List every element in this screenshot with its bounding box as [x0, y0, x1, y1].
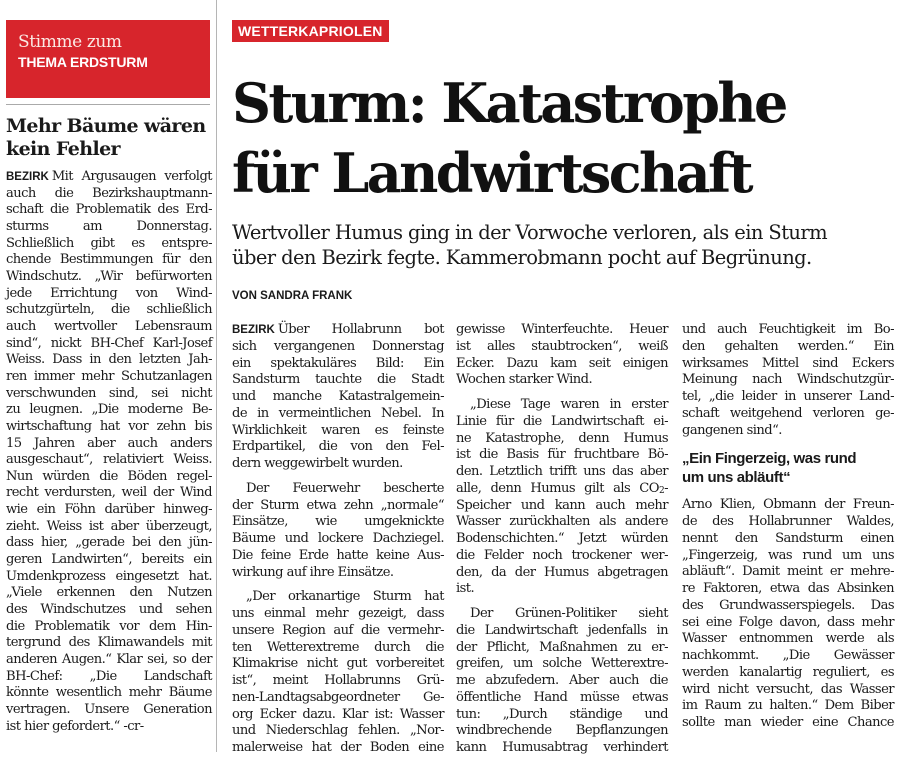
- body-line: gewisse Winterfeuchte. Heuer: [456, 322, 668, 337]
- body-line-co2: [456, 481, 668, 498]
- body-line: ne Katastrophe, denn Humus: [456, 430, 668, 446]
- body-line: vertragen. Unsere Generation: [6, 702, 212, 717]
- body-line: auch die Bezirkshauptmann-: [6, 185, 212, 201]
- body-line: Ecker. Dazu kam seit einigen: [456, 355, 668, 371]
- sidebar-label-box: [6, 20, 210, 98]
- article-column-3: [682, 322, 894, 732]
- deck-line: über den Bezirk fegte. Kammerobmann pocht auf Begrünung.: [232, 246, 812, 269]
- body-line: Wasser entnommen werde als: [682, 631, 894, 647]
- body-line: nen-Landtagsabgeordneter Ge-: [232, 689, 444, 705]
- body-line: den. Letztlich trifft uns das aber: [456, 464, 668, 479]
- article-column-2: [456, 322, 668, 757]
- body-line: die Problematik vor dem Hin-: [6, 618, 212, 634]
- subheading-line: um uns abläuft“: [682, 469, 791, 487]
- body-line: BH-Chef: „Die Landschaft: [6, 668, 212, 684]
- body-line: des Grundwasserspiegels. Das: [682, 597, 894, 613]
- body-line: malerweise hat der Boden eine: [232, 740, 444, 755]
- body-line: werden kanalartig reguliert, es: [682, 664, 894, 680]
- deck-line: Wertvoller Humus ging in der Vorwoche verloren, als ein Sturm: [232, 221, 827, 244]
- body-line: und auch Feuchtigkeit im Bo-: [682, 322, 894, 337]
- paragraph: [456, 606, 668, 757]
- topic-label: WETTERKAPRIOLEN: [232, 20, 389, 42]
- body-line: schutzgürteln, die schließlich: [6, 302, 212, 318]
- sidebar-kicker: BEZIRK: [6, 171, 49, 183]
- paragraph: [232, 481, 444, 582]
- body-line: Windschutz. „Wir befürworten: [6, 268, 212, 284]
- paragraph: [682, 497, 894, 732]
- body-line: ten Wetterextreme durch die: [232, 639, 444, 655]
- paragraph: [232, 589, 444, 757]
- body-line: de des Hollabrunner Waldes,: [682, 514, 894, 529]
- body-line: ist.: [456, 581, 475, 597]
- body-line: gangenen sind“.: [682, 422, 782, 438]
- article-deck: [232, 220, 827, 270]
- body-line: ist hier gefordert.“ -cr-: [6, 718, 144, 734]
- body-line: Umdenkprozess eingesetzt hat.: [6, 568, 212, 584]
- body-line: nachkommt. „Die Gewässer: [682, 648, 894, 663]
- body-line: windbrechende Bepflanzungen: [456, 723, 668, 739]
- column-divider: [216, 0, 217, 752]
- body-line: wird nicht versucht, das Wasser: [682, 681, 894, 697]
- body-line: 15 Jahren aber auch anders: [6, 435, 212, 451]
- body-line: greifen, um solche Wetterextre-: [456, 656, 668, 672]
- byline: VON SANDRA FRANK: [232, 290, 353, 302]
- body-line: Sandsturm tauchte die Stadt: [232, 372, 444, 388]
- body-line: ein spektakuläres Bild: Ein: [232, 355, 444, 371]
- body-line: Nun würden die Böden regel-: [6, 468, 212, 484]
- body-line: sind“, nickt BH-Chef Karl-Josef: [6, 335, 212, 351]
- body-line: dern weggewirbelt wurden.: [232, 456, 403, 471]
- body-line: sei eine Folge davon, dass mehr: [682, 614, 894, 630]
- body-line: Wochen starker Wind.: [456, 372, 593, 388]
- body-line: wie ein Föhn darüber hinweg-: [6, 502, 212, 518]
- body-line: wirtschaftung hat vor zehn bis: [6, 418, 212, 434]
- body-line: des Windschutzes und sehen: [6, 602, 212, 618]
- body-line: Wirklichkeit waren es feinste: [232, 422, 444, 438]
- body-line: ist“, meint Hollabrunns Grü-: [232, 673, 444, 688]
- body-line: der Sturm etwa zehn „normale“: [232, 497, 444, 513]
- body-line: Bodenschichten.“ Jetzt würden: [456, 531, 668, 546]
- body-line: sich vergangenen Donnerstag: [232, 338, 444, 354]
- body-line: ren immer mehr Schutzanlagen: [6, 368, 212, 384]
- body-line: Weiss. Dass in den letzten Jah-: [6, 352, 212, 368]
- headline-line: für Landwirtschaft: [232, 141, 752, 205]
- body-line: dass hier, „gerade bei den jün-: [6, 535, 212, 551]
- sidebar-headline-line: Mehr Bäume wären: [6, 115, 206, 137]
- body-line: im Raum zu halten.“ Dem Biber: [682, 698, 894, 714]
- body-line: und manche Katastralgemein-: [232, 389, 444, 404]
- paragraph: [456, 322, 668, 389]
- body-line: tun: „Durch ständige und: [456, 706, 668, 722]
- body-line: ist die Basis für fruchtbare Bö-: [456, 447, 668, 463]
- sidebar-commentary: [0, 0, 212, 752]
- headline-line: Sturm: Katastrophe: [232, 71, 786, 135]
- body-line-text: Über Hollabrunn bot: [277, 322, 444, 337]
- body-line: sturms am Donnerstag.: [6, 218, 212, 234]
- body-line: anderen Augen.“ Klar sei, so der: [6, 652, 212, 668]
- sidebar-line-text: Mit Argusaugen verfolgt: [51, 169, 212, 184]
- body-line: ausgeschaut“, relativiert Weiss.: [6, 452, 212, 468]
- body-line: me abzufedern. Aber auch die: [456, 673, 668, 688]
- body-line: Erdpartikel, die von den Fel-: [232, 439, 444, 455]
- body-line: Arno Klien, Obmann der Freun-: [682, 497, 894, 513]
- body-line: Wasser zurückhalten als andere: [456, 514, 668, 530]
- sidebar-body: [6, 169, 212, 735]
- co2-subscript: 2: [658, 485, 665, 496]
- paragraph: [682, 322, 894, 439]
- body-line: tel, „die leider in unserer Land-: [682, 389, 894, 404]
- body-line: verschwunden sind, sei nicht: [6, 385, 212, 401]
- body-line: tergrund des Klimawandels mit: [6, 635, 212, 651]
- co2-text-after: -: [664, 480, 668, 496]
- paragraph: [232, 339, 444, 473]
- paragraph: [456, 397, 668, 481]
- sidebar-body-lines: [6, 186, 212, 736]
- co2-text-before: alle, denn Humus gilt als CO: [456, 480, 659, 496]
- body-line: zu leugnen. „Die moderne Be-: [6, 402, 212, 418]
- article-kicker: BEZIRK: [232, 324, 275, 336]
- body-line: Einsätze, wie umgeknickte: [232, 514, 444, 530]
- body-line: Die feine Erde hatte keine Aus-: [232, 547, 444, 563]
- body-line: org Ecker dazu. Klar ist: Wasser: [232, 706, 444, 722]
- body-line: jede Errichtung von Wind-: [6, 285, 212, 301]
- article-column-1: [232, 322, 444, 757]
- paragraph: [456, 498, 668, 599]
- body-line: uns einmal mehr gezeigt, dass: [232, 606, 444, 621]
- body-line: öffentliche Hand müsse etwas: [456, 689, 668, 705]
- body-line: Bäume und lockere Dachziegel.: [232, 531, 444, 546]
- sidebar-label-bottom: THEMA ERDSTURM: [18, 54, 148, 70]
- body-line: nennt den Sandsturm einen: [682, 530, 894, 546]
- article-headline: [232, 68, 786, 208]
- body-line: Linie für die Landwirtschaft ei-: [456, 413, 668, 429]
- sidebar-label-top: Stimme zum: [18, 32, 122, 52]
- sidebar-body-line: [6, 169, 212, 186]
- body-line: Der Grünen-Politiker sieht: [470, 606, 668, 621]
- body-line: sollte man wieder eine Chance: [682, 715, 894, 730]
- body-line: „Der orkanartige Sturm hat: [246, 589, 444, 605]
- body-line: der Pflicht, Maßnahmen zu er-: [456, 639, 668, 655]
- body-line: schaft weitgehend verloren ge-: [682, 405, 894, 421]
- body-line: Klimakrise nicht gut vorbereitet: [232, 656, 444, 672]
- body-line: kann Humusabtrag verhindert: [456, 740, 668, 755]
- body-line: die Felder noch trockener wer-: [456, 547, 668, 563]
- body-line: wirksames Mittel sind Eckers: [682, 355, 894, 371]
- sidebar-headline: [6, 115, 212, 161]
- body-line: Meinung nach Windschutzgür-: [682, 372, 894, 388]
- body-line: die Landwirtschaft jedenfalls in: [456, 622, 668, 638]
- body-line: könnte wesentlich mehr Bäume: [6, 685, 212, 701]
- body-line: abläuft“. Damit meint er mehre-: [682, 564, 894, 580]
- body-line: zieht. Weiss ist aber überzeugt,: [6, 518, 212, 534]
- body-line: den gehalten werden.“ Ein: [682, 338, 894, 354]
- body-line: schaft die Problematik des Erd-: [6, 202, 212, 218]
- body-line: wirkung auf ihre Einsätze.: [232, 564, 394, 580]
- body-line: auch wertvoller Lebensraum: [6, 318, 212, 334]
- body-line: den, da der Humus abgetragen: [456, 564, 668, 580]
- sidebar-divider: [6, 104, 210, 105]
- body-line: chende Bestimmungen für den: [6, 252, 212, 268]
- body-line: geren Landwirten“, bereits ein: [6, 552, 212, 568]
- body-line: „Fingerzeig, was rund um uns: [682, 547, 894, 563]
- body-line: „Diese Tage waren in erster: [470, 397, 668, 412]
- sidebar-headline-line: kein Fehler: [6, 138, 120, 160]
- body-line: ist alles staubtrocken“, weiß: [456, 338, 668, 354]
- body-line: re Faktoren, etwa das Absinken: [682, 581, 894, 596]
- body-line: [232, 322, 444, 339]
- body-line: unsere Region auf die vermehr-: [232, 622, 444, 638]
- body-line: Der Feuerwehr bescherte: [246, 480, 444, 496]
- body-line: Speicher und kann auch mehr: [456, 497, 668, 513]
- body-line: Schließlich gibt es entspre-: [6, 235, 212, 251]
- subheading-line: „Ein Fingerzeig, was rund: [682, 450, 857, 468]
- body-line: recht verdursten, weil der Wind: [6, 485, 212, 501]
- body-line: und Niederschlag fehlen. „Nor-: [232, 723, 444, 739]
- body-line: „Viele erkennen den Nutzen: [6, 585, 212, 601]
- body-line: de in vermeintlichen Nebel. In: [232, 405, 444, 421]
